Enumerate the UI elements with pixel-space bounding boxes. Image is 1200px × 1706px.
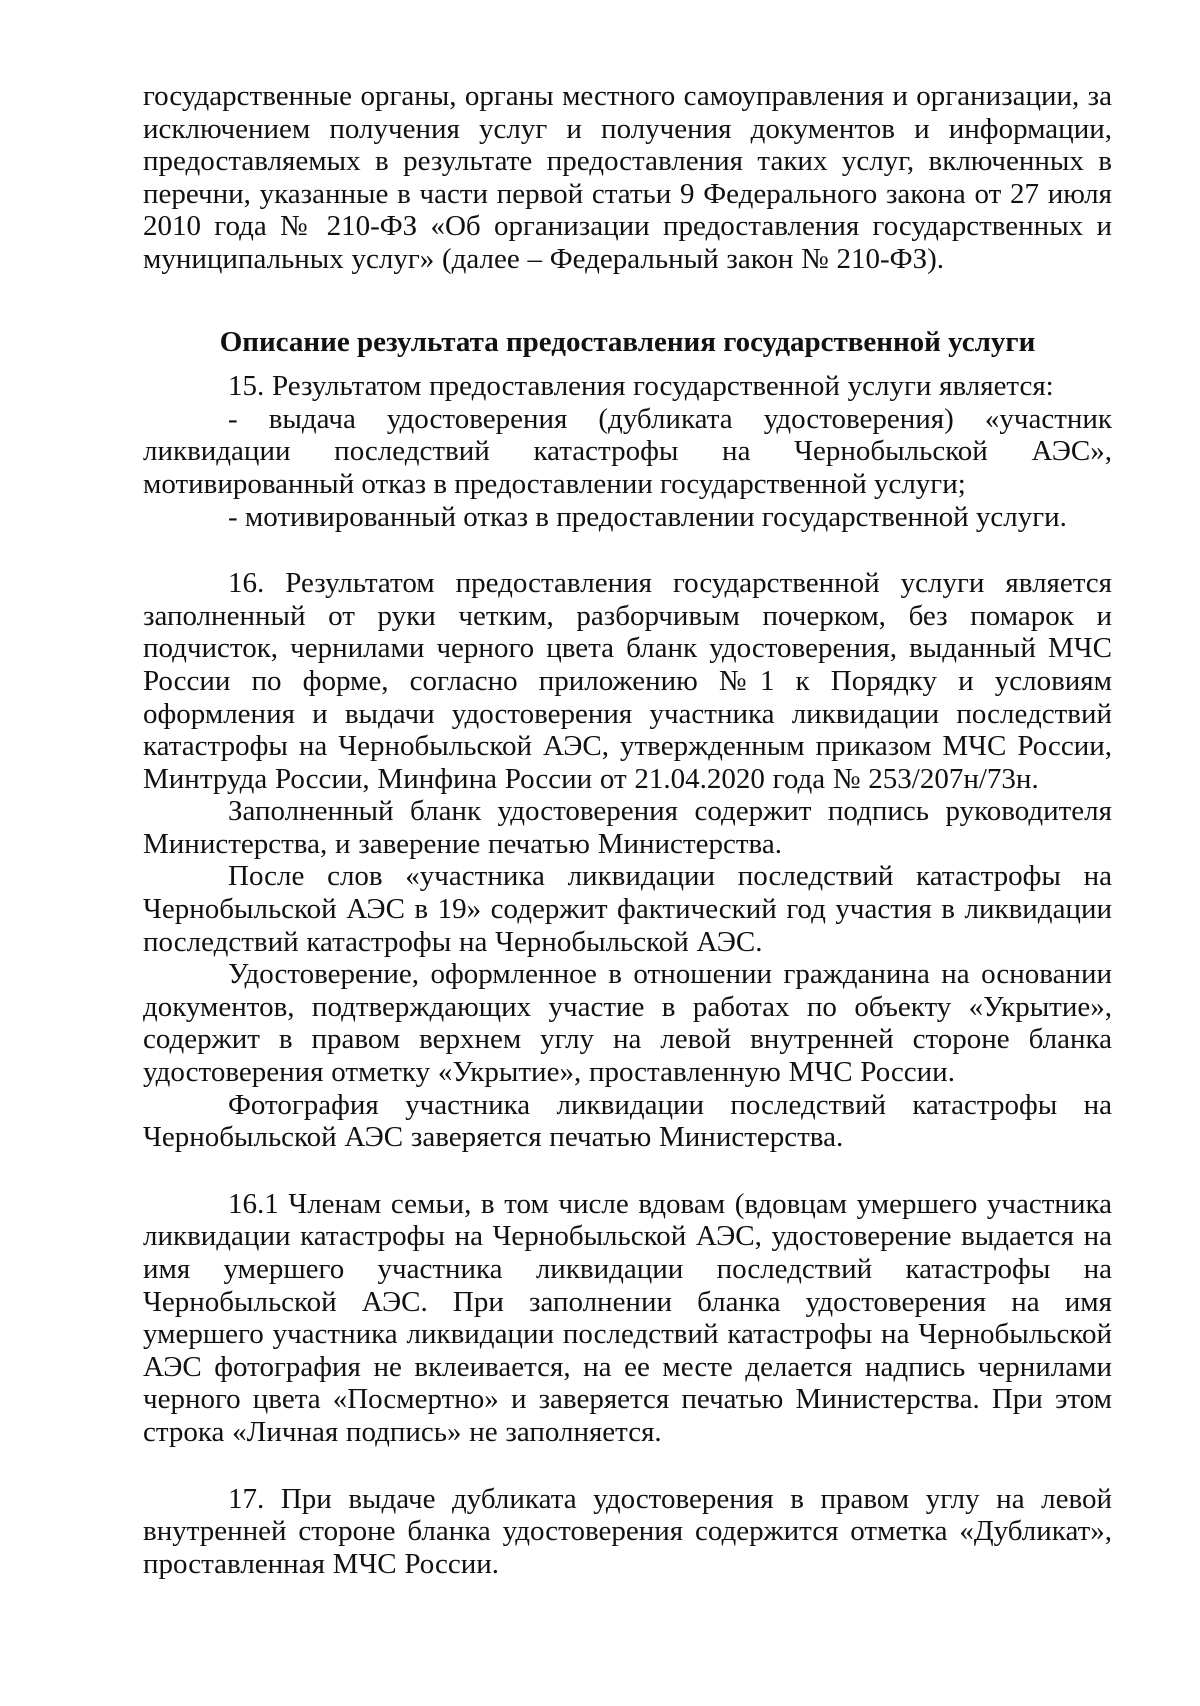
paragraph-16-photo: Фотография участника ликвидации последствий катастрофы на Чернобыльской АЭС заверяется печатью Министерства. (143, 1088, 1112, 1154)
paragraph-17: 17. При выдаче дубликата удостоверения в правом углу на левой внутренней стороне бланка удостоверения содержится отметка «Дубликат», проставленная МЧС России. (143, 1482, 1112, 1580)
paragraph-15-bullet-1: - выдача удостоверения (дубликата удостоверения) «участник ликвидации последствий катастрофы на Чернобыльской АЭС», мотивированный отказ в предоставлении государственной услуги; (143, 402, 1112, 500)
paragraph-15-bullet-2: - мотивированный отказ в предоставлении государственной услуги. (228, 500, 1067, 533)
paragraph-16-ukrytie: Удостоверение, оформленное в отношении гражданина на основании документов, подтверждающих участие в работах по объекту «Укрытие», содержит в правом верхнем углу на левой внутренней стороне бланка удостоверения отметку «Укрытие», проставленную МЧС России. (143, 958, 1112, 1089)
paragraph-16-year: После слов «участника ликвидации последствий катастрофы на Чернобыльской АЭС в 19» содержит фактический год участия в ликвидации последствий катастрофы на Чернобыльской АЭС. (143, 860, 1112, 958)
paragraph-16-1: 16.1 Членам семьи, в том числе вдовам (вдовцам умершего участника ликвидации катастрофы на Чернобыльской АЭС, удостоверение выдается на имя умершего участника ликвидации последствий катастрофы на Чернобыльской АЭС. При заполнении бланка удостоверения на имя умершего участника ликвидации последствий катастрофы на Чернобыльской АЭС фотография не вклеивается, на ее месте делается надпись чернилами черного цвета «Посмертно» и заверяется печатью Министерства. При этом строка «Личная подпись» не заполняется. (143, 1187, 1112, 1448)
intro-paragraph: государственные органы, органы местного самоуправления и организации, за исключением получения услуг и получения документов и информации, предоставляемых в результате предоставления таких услуг, включенных в перечни, указанные в части первой статьи 9 Федерального закона от 27 июля 2010 года № 210-ФЗ «Об организации предоставления государственных и муниципальных услуг» (далее – Федеральный закон № 210-ФЗ). (143, 80, 1112, 275)
paragraph-16: 16. Результатом предоставления государственной услуги является заполненный от руки четким, разборчивым почерком, без помарок и подчисток, чернилами черного цвета бланк удостоверения, выданный МЧС России по форме, согласно приложению №1 к Порядку и условиям оформления и выдачи удостоверения участника ликвидации последствий катастрофы на Чернобыльской АЭС, утвержденным приказом МЧС России, Минтруда России, Минфина России от 21.04.2020 года № 253/207н/73н. (143, 567, 1112, 795)
paragraph-16-signature: Заполненный бланк удостоверения содержит подпись руководителя Министерства, и заверение печатью Министерства. (143, 795, 1112, 860)
document-body (143, 80, 1112, 1580)
paragraph-15: 15. Результатом предоставления государственной услуги является: (228, 370, 1054, 403)
section-heading: Описание результата предоставления государственной услуги (219, 325, 1036, 358)
